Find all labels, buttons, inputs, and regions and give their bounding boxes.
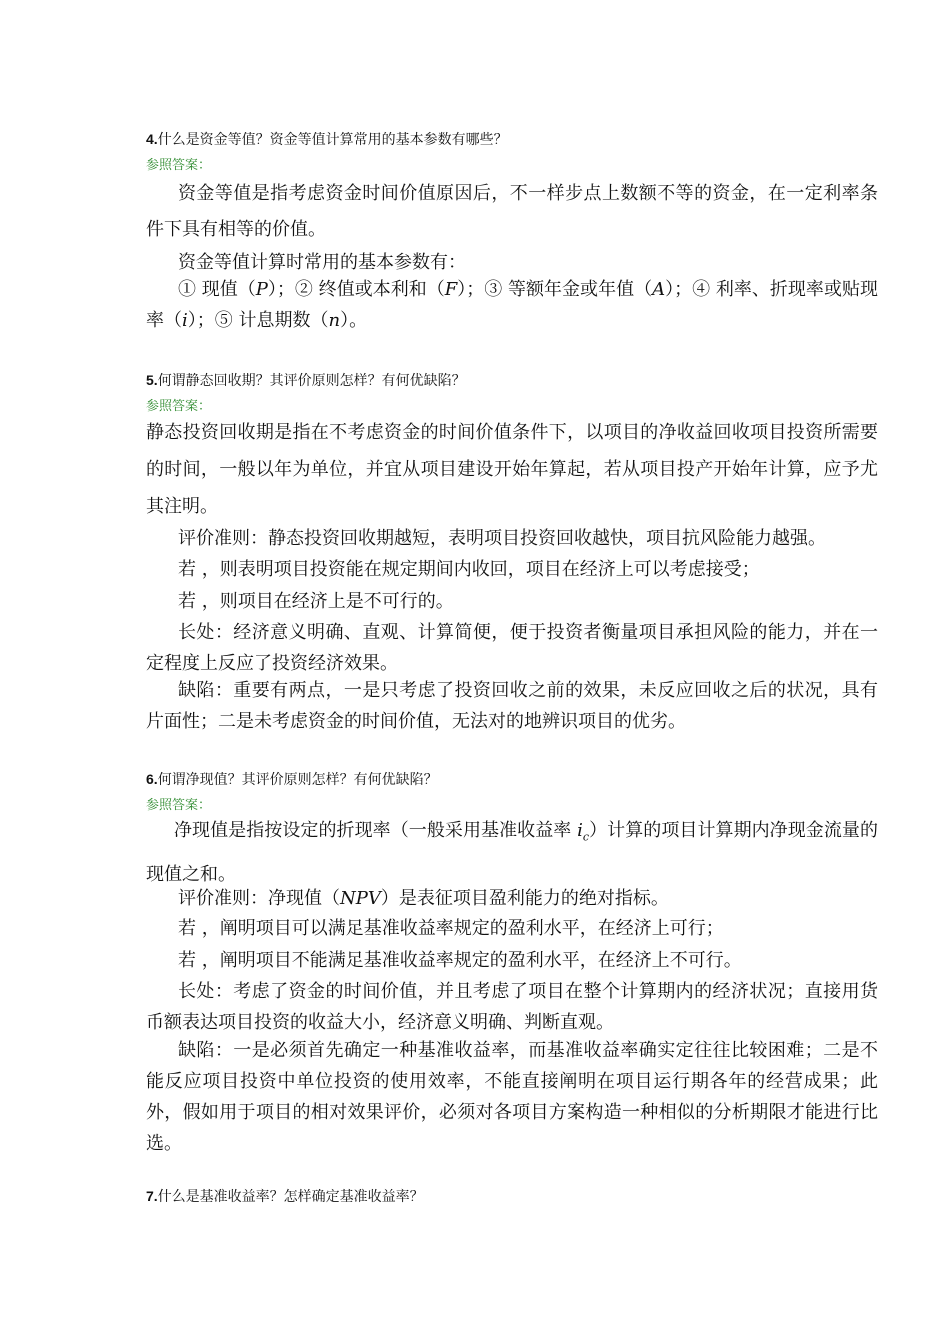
question-5-heading: [146, 371, 466, 390]
question-7-heading: [146, 1187, 424, 1206]
answer-label: 参照答案：: [146, 798, 212, 813]
question-4-heading: [146, 130, 508, 149]
paragraph: 评价准则：净现值（NPV）是表征项目盈利能力的绝对指标。: [178, 888, 669, 909]
variable-A: A: [652, 279, 666, 300]
question-title: 何谓净现值？其评价原则怎样？有何优缺陷？: [157, 772, 438, 788]
question-title: 什么是资金等值？资金等值计算常用的基本参数有哪些？: [157, 132, 508, 148]
paragraph: 缺陷：一是必须首先确定一种基准收益率，而基准收益率确实定往往比较困难；二是不能反应项目投资中单位投资的使用效率，不能直接阐明在项目运行期各年的经营成果；此外，假如用于项目的相对效果评价，必须对各项目方案构造一种相似的分析期限才能进行比选。: [146, 1040, 878, 1154]
variable-n: n: [328, 310, 341, 331]
paragraph: 长处：经济意义明确、直观、计算简便，便于投资者衡量项目承担风险的能力，并在一定程度上反应了投资经济效果。: [146, 622, 878, 674]
paragraph: 若 ，阐明项目不能满足基准收益率规定的盈利水平，在经济上不可行。: [178, 950, 742, 971]
question-title: 何谓静态回收期？其评价原则怎样？有何优缺陷？: [157, 373, 466, 389]
answer-label: 参照答案：: [146, 399, 212, 414]
question-title: 什么是基准收益率？怎样确定基准收益率？: [157, 1189, 424, 1205]
variable-P: P: [255, 279, 268, 300]
paragraph: 缺陷：重要有两点，一是只考虑了投资回收之前的效果，未反应回收之后的状况，具有片面性；二是未考虑资金的时间价值，无法对的地辨识项目的优劣。: [146, 680, 878, 732]
question-number: 4.: [146, 131, 158, 147]
paragraph: 若 ，则表明项目投资能在规定期间内收回，项目在经济上可以考虑接受；: [178, 559, 760, 580]
question-number: 7.: [146, 1188, 158, 1204]
question-number: 6.: [146, 771, 158, 787]
answer-label: 参照答案：: [146, 158, 212, 173]
variable-i: i: [182, 310, 188, 331]
paragraph: ① 现值（P）；② 终值或本利和（F）；③ 等额年金或年值（A）；④ 利率、折现率或贴现率（i）；⑤ 计息期数（n）。: [146, 279, 878, 331]
question-6-heading: [146, 770, 438, 789]
paragraph: 评价准则：静态投资回收期越短，表明项目投资回收越快，项目抗风险能力越强。: [178, 528, 826, 549]
paragraph: 若 ，则项目在经济上是不可行的。: [178, 591, 454, 612]
paragraph: 资金等值是指考虑资金时间价值原因后，不一样步点上数额不等的资金，在一定利率条件下具有相等的价值。: [146, 183, 878, 240]
variable-F: F: [444, 279, 458, 300]
paragraph: 净现值是指按设定的折现率（一般采用基准收益率 $i_c$）计算的项目计算期内净现金流量的现值之和。: [146, 820, 878, 885]
paragraph: 若 ，阐明项目可以满足基准收益率规定的盈利水平，在经济上可行；: [178, 918, 724, 939]
paragraph: 资金等值计算时常用的基本参数有：: [178, 252, 466, 273]
question-number: 5.: [146, 372, 158, 388]
variable-npv: NPV: [340, 888, 381, 909]
variable-ic: $i_c$: [577, 820, 590, 844]
paragraph: 静态投资回收期是指在不考虑资金的时间价值条件下，以项目的净收益回收项目投资所需要的时间，一般以年为单位，并宜从项目建设开始年算起，若从项目投产开始年计算，应予尤其注明。: [146, 422, 878, 517]
paragraph: 长处：考虑了资金的时间价值，并且考虑了项目在整个计算期内的经济状况；直接用货币额表达项目投资的收益大小，经济意义明确、判断直观。: [146, 981, 878, 1033]
